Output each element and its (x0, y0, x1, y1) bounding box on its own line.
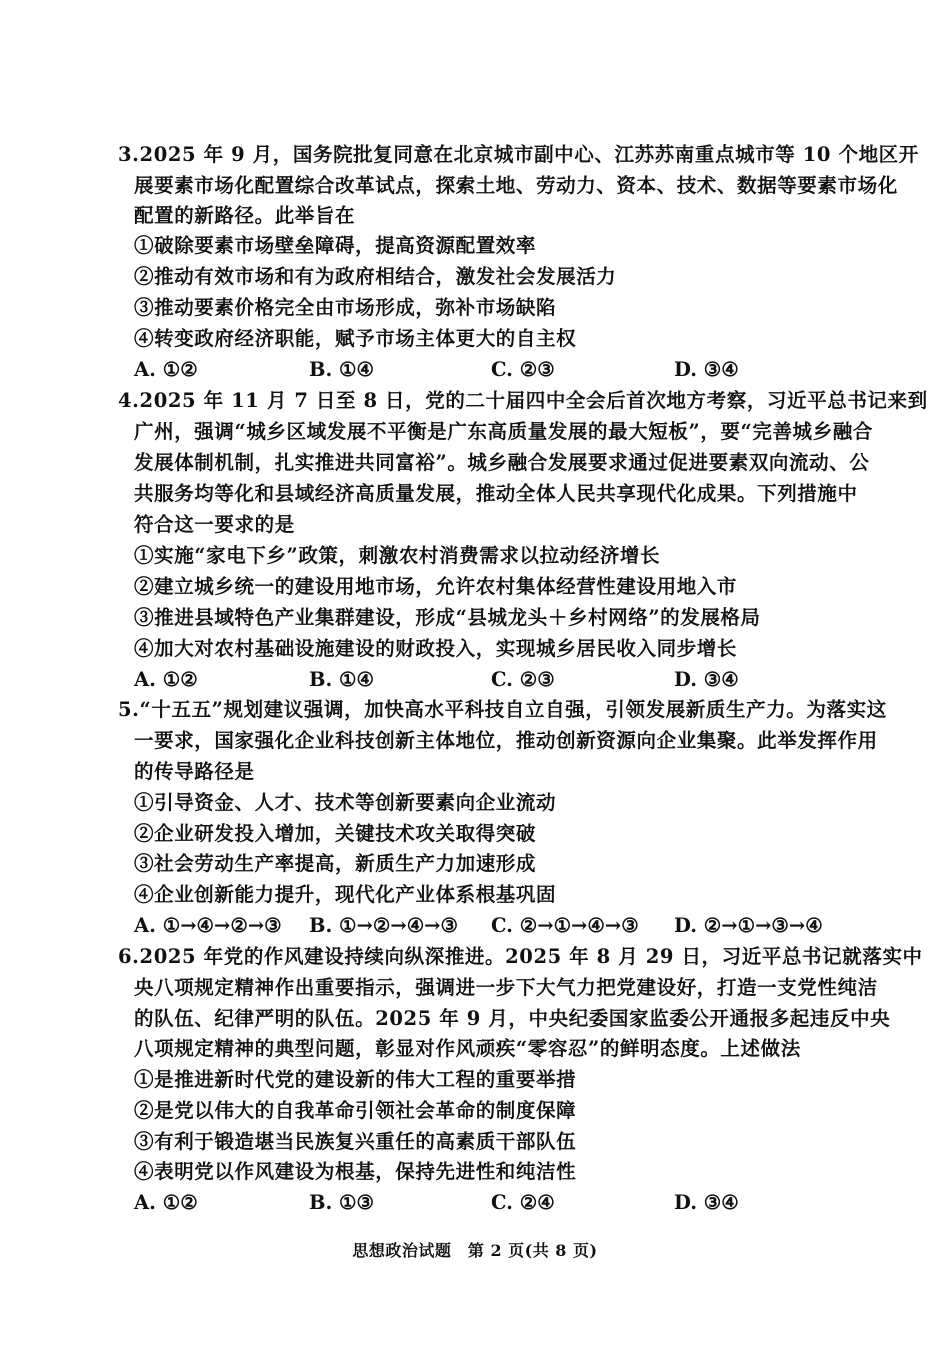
choice-d[interactable]: D. ③④ (674, 358, 739, 381)
question-stem-line: 的传导路径是 (134, 760, 255, 783)
choice-c[interactable]: C. ②③ (491, 358, 555, 381)
choice-b[interactable]: B. ①→②→④→③ (309, 914, 459, 937)
page-footer: 思想政治试题 第 2 页(共 8 页) (352, 1241, 598, 1260)
choice-c[interactable]: C. ②→①→④→③ (491, 914, 639, 937)
statement-option: ①实施“家电下乡”政策，刺激农村消费需求以拉动经济增长 (134, 544, 661, 567)
choice-d[interactable]: D. ③④ (674, 1191, 739, 1214)
choice-d[interactable]: D. ②→①→③→④ (674, 914, 823, 937)
choice-a[interactable]: A. ①② (134, 358, 198, 381)
choice-d[interactable]: D. ③④ (674, 668, 739, 691)
choice-a[interactable]: A. ①→④→②→③ (134, 914, 282, 937)
statement-option: ①是推进新时代党的建设新的伟大工程的重要举措 (134, 1068, 577, 1091)
statement-option: ④企业创新能力提升，现代化产业体系根基巩固 (134, 883, 557, 906)
statement-option: ②建立城乡统一的建设用地市场，允许农村集体经营性建设用地入市 (134, 575, 738, 598)
answer-choices (134, 910, 849, 941)
question-stem-line: 八项规定精神的典型问题，彰显对作风顽疾“零容忍”的鲜明态度。上述做法 (134, 1037, 801, 1060)
choice-b[interactable]: B. ①③ (309, 1191, 375, 1214)
question-stem-line: 5.“十五五”规划建议强调，加快高水平科技自立自强，引领发展新质生产力。为落实这 (118, 698, 887, 721)
question-stem-line: 广州，强调“城乡区域发展不平衡是广东高质量发展的最大短板”，要“完善城乡融合 (134, 420, 873, 443)
statement-option: ④加大对农村基础设施建设的财政投入，实现城乡居民收入同步增长 (134, 637, 738, 660)
choice-a[interactable]: A. ①② (134, 1191, 198, 1214)
statement-option: ③推动要素价格完全由市场形成，弥补市场缺陷 (134, 296, 557, 319)
statement-option: ①破除要素市场壁垒障碍，提高资源配置效率 (134, 234, 537, 257)
choice-b[interactable]: B. ①④ (309, 668, 375, 691)
question-stem-line: 共服务均等化和县域经济高质量发展，推动全体人民共享现代化成果。下列措施中 (134, 482, 858, 505)
statement-option: ④转变政府经济职能，赋予市场主体更大的自主权 (134, 327, 577, 350)
choice-c[interactable]: C. ②③ (491, 668, 555, 691)
question-stem-line: 发展体制机制，扎实推进共同富裕”。城乡融合发展要求通过促进要素双向流动、公 (134, 451, 870, 474)
answer-choices (134, 664, 849, 695)
statement-option: ③社会劳动生产率提高，新质生产力加速形成 (134, 852, 537, 875)
statement-option: ③有利于锻造堪当民族复兴重任的高素质干部队伍 (134, 1130, 577, 1153)
answer-choices (134, 354, 849, 385)
answer-choices (134, 1187, 849, 1218)
question-stem-line: 央八项规定精神作出重要指示，强调进一步下大气力把党建设好，打造一支党性纯洁 (134, 976, 878, 999)
question-stem-line: 3.2025 年 9 月，国务院批复同意在北京城市副中心、江苏苏南重点城市等 10 个地区开 (118, 143, 919, 166)
choice-c[interactable]: C. ②④ (491, 1191, 555, 1214)
statement-option: ④表明党以作风建设为根基，保持先进性和纯洁性 (134, 1160, 577, 1183)
question-stem-line: 配置的新路径。此举旨在 (134, 204, 356, 227)
choice-b[interactable]: B. ①④ (309, 358, 375, 381)
question-stem-line: 的队伍、纪律严明的队伍。2025 年 9 月，中央纪委国家监委公开通报多起违反中央 (134, 1007, 891, 1030)
question-stem-line: 符合这一要求的是 (134, 513, 295, 536)
question-stem-line: 一要求，国家强化企业科技创新主体地位，推动创新资源向企业集聚。此举发挥作用 (134, 729, 878, 752)
statement-option: ①引导资金、人才、技术等创新要素向企业流动 (134, 791, 557, 814)
statement-option: ②是党以伟大的自我革命引领社会革命的制度保障 (134, 1099, 577, 1122)
statement-option: ②企业研发投入增加，关键技术攻关取得突破 (134, 822, 537, 845)
choice-a[interactable]: A. ①② (134, 668, 198, 691)
question-stem-line: 4.2025 年 11 月 7 日至 8 日，党的二十届四中全会后首次地方考察，习近平总书记来到 (118, 389, 928, 412)
question-stem-line: 6.2025 年党的作风建设持续向纵深推进。2025 年 8 月 29 日，习近平总书记就落实中 (118, 945, 923, 968)
statement-option: ②推动有效市场和有为政府相结合，激发社会发展活力 (134, 265, 617, 288)
question-stem-line: 展要素市场化配置综合改革试点，探索土地、劳动力、资本、技术、数据等要素市场化 (134, 174, 898, 197)
statement-option: ③推进县域特色产业集群建设，形成“县城龙头＋乡村网络”的发展格局 (134, 606, 761, 629)
